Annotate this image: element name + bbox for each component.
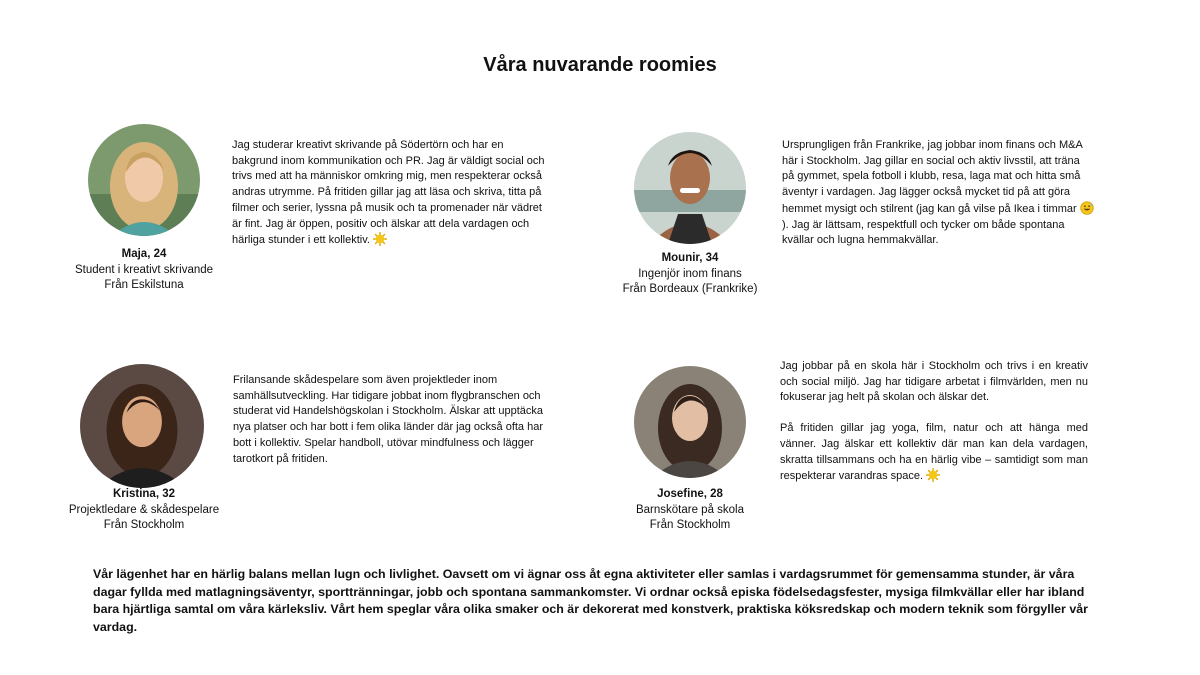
bio-text-after: ). Jag är lättsam, respektfull och tycker om både spontana kvällar och lugna hemmakvällar.: [782, 218, 1065, 247]
roomie-role: Student i kreativt skrivande: [74, 263, 214, 276]
roomie-role: Ingenjör inom finans: [638, 267, 742, 280]
roomie-name: Josefine, 28: [657, 488, 723, 500]
avatar-josefine: [634, 366, 746, 478]
bio-paragraph: Jag jobbar på en skola här i Stockholm och trivs i en kreativ och social miljö. Jag har tidigare arbetat i filmvärlden, men nu fokuserar jag helt på skolan och älskar det.: [780, 360, 1088, 404]
caption-josefine: [600, 487, 780, 534]
caption-kristina: [54, 487, 234, 534]
roomie-role: Barnskötare på skola: [635, 503, 745, 516]
bio-kristina: [233, 373, 547, 467]
caption-maja: [54, 247, 234, 294]
roomie-name: Kristina, 32: [113, 488, 175, 500]
sun-emoji-icon: [926, 468, 940, 482]
bio-maja: [232, 138, 546, 249]
roomie-name: Maja, 24: [121, 248, 167, 260]
bio-paragraph: [780, 421, 1088, 485]
avatar-maja: [88, 124, 200, 236]
page-title: Våra nuvarande roomies: [483, 54, 717, 76]
apartment-summary: Vår lägenhet har en härlig balans mellan lugn och livlighet. Oavsett om vi ägnar oss åt egna aktiviteter eller samlas i vardagsrummet för gemensamma stunder, är våra dagar fyllda med matlagningsäventyr, sporttränningar, jobb och spontana sammankomster. Vi ordnar också episka födelsedagsfester, mysiga filmkvällar eller har ibland bara hjärtliga samtal om våra kärleksliv. Vårt hem speglar våra olika smaker och är dekorerat med konstverk, praktiska köksredskap och modern teknik som förgyller vår vardag.: [93, 567, 1088, 634]
roomie-name: Mounir, 34: [661, 252, 719, 264]
avatar-mounir: [634, 132, 746, 244]
roomie-origin: Från Bordeaux (Frankrike): [622, 283, 758, 295]
bio-text: På fritiden gillar jag yoga, film, natur och att hänga med vänner. Jag älskar ett kollektiv där man kan dela vardagen, skratta tillsammans och ha en härlig vibe – samtidigt som man respekterar varandras space.: [780, 422, 1088, 483]
caption-mounir: [600, 251, 780, 298]
bio-josefine: [780, 359, 1088, 485]
roomie-origin: Från Eskilstuna: [104, 279, 184, 291]
bio-text-before: Ursprungligen från Frankrike, jag jobbar inom finans och M&A här i Stockholm. Jag gillar en social och aktiv livsstil, att träna på gymmet, spela fotboll i klubb, resa, laga mat och hitta små äventyr i vardagen. Jag lägger också mycket tid på att göra hemmet mysigt och stilrent (jag kan gå vilse på Ikea i timmar: [782, 139, 1083, 215]
grinning-sweat-emoji-icon: [1080, 201, 1094, 215]
sun-emoji-icon: [373, 232, 387, 246]
roomie-role: Projektledare & skådespelare: [68, 503, 220, 516]
bio-mounir: [782, 138, 1094, 249]
bio-text: Jag studerar kreativt skrivande på Södertörn och har en bakgrund inom kommunikation och PR. Jag är väldigt social och trivs med att ha människor omkring mig, men respekterar också andras utrymme. På fritiden gillar jag att läsa och skriva, titta på filmer och serier, lyssna på musik och ta promenader när vädret är fint. Jag är öppen, positiv och älskar att dela vardagen och härliga stunder i ett kollektiv.: [232, 139, 545, 247]
avatar-kristina: [80, 364, 204, 488]
roomie-origin: Från Stockholm: [103, 519, 185, 531]
roomie-origin: Från Stockholm: [649, 519, 731, 531]
bio-text: Frilansande skådespelare som även projektleder inom samhällsutveckling. Har tidigare jobbat inom flygbranschen och studerat vid Handelshögskolan i Stockholm. Älskar att upptäcka nya platser och har bott i fem olika länder där jag också ofta har bott i kollektiv. Spelar handboll, utövar mindfulness och lägger tarotkort på fritiden.: [233, 374, 544, 465]
